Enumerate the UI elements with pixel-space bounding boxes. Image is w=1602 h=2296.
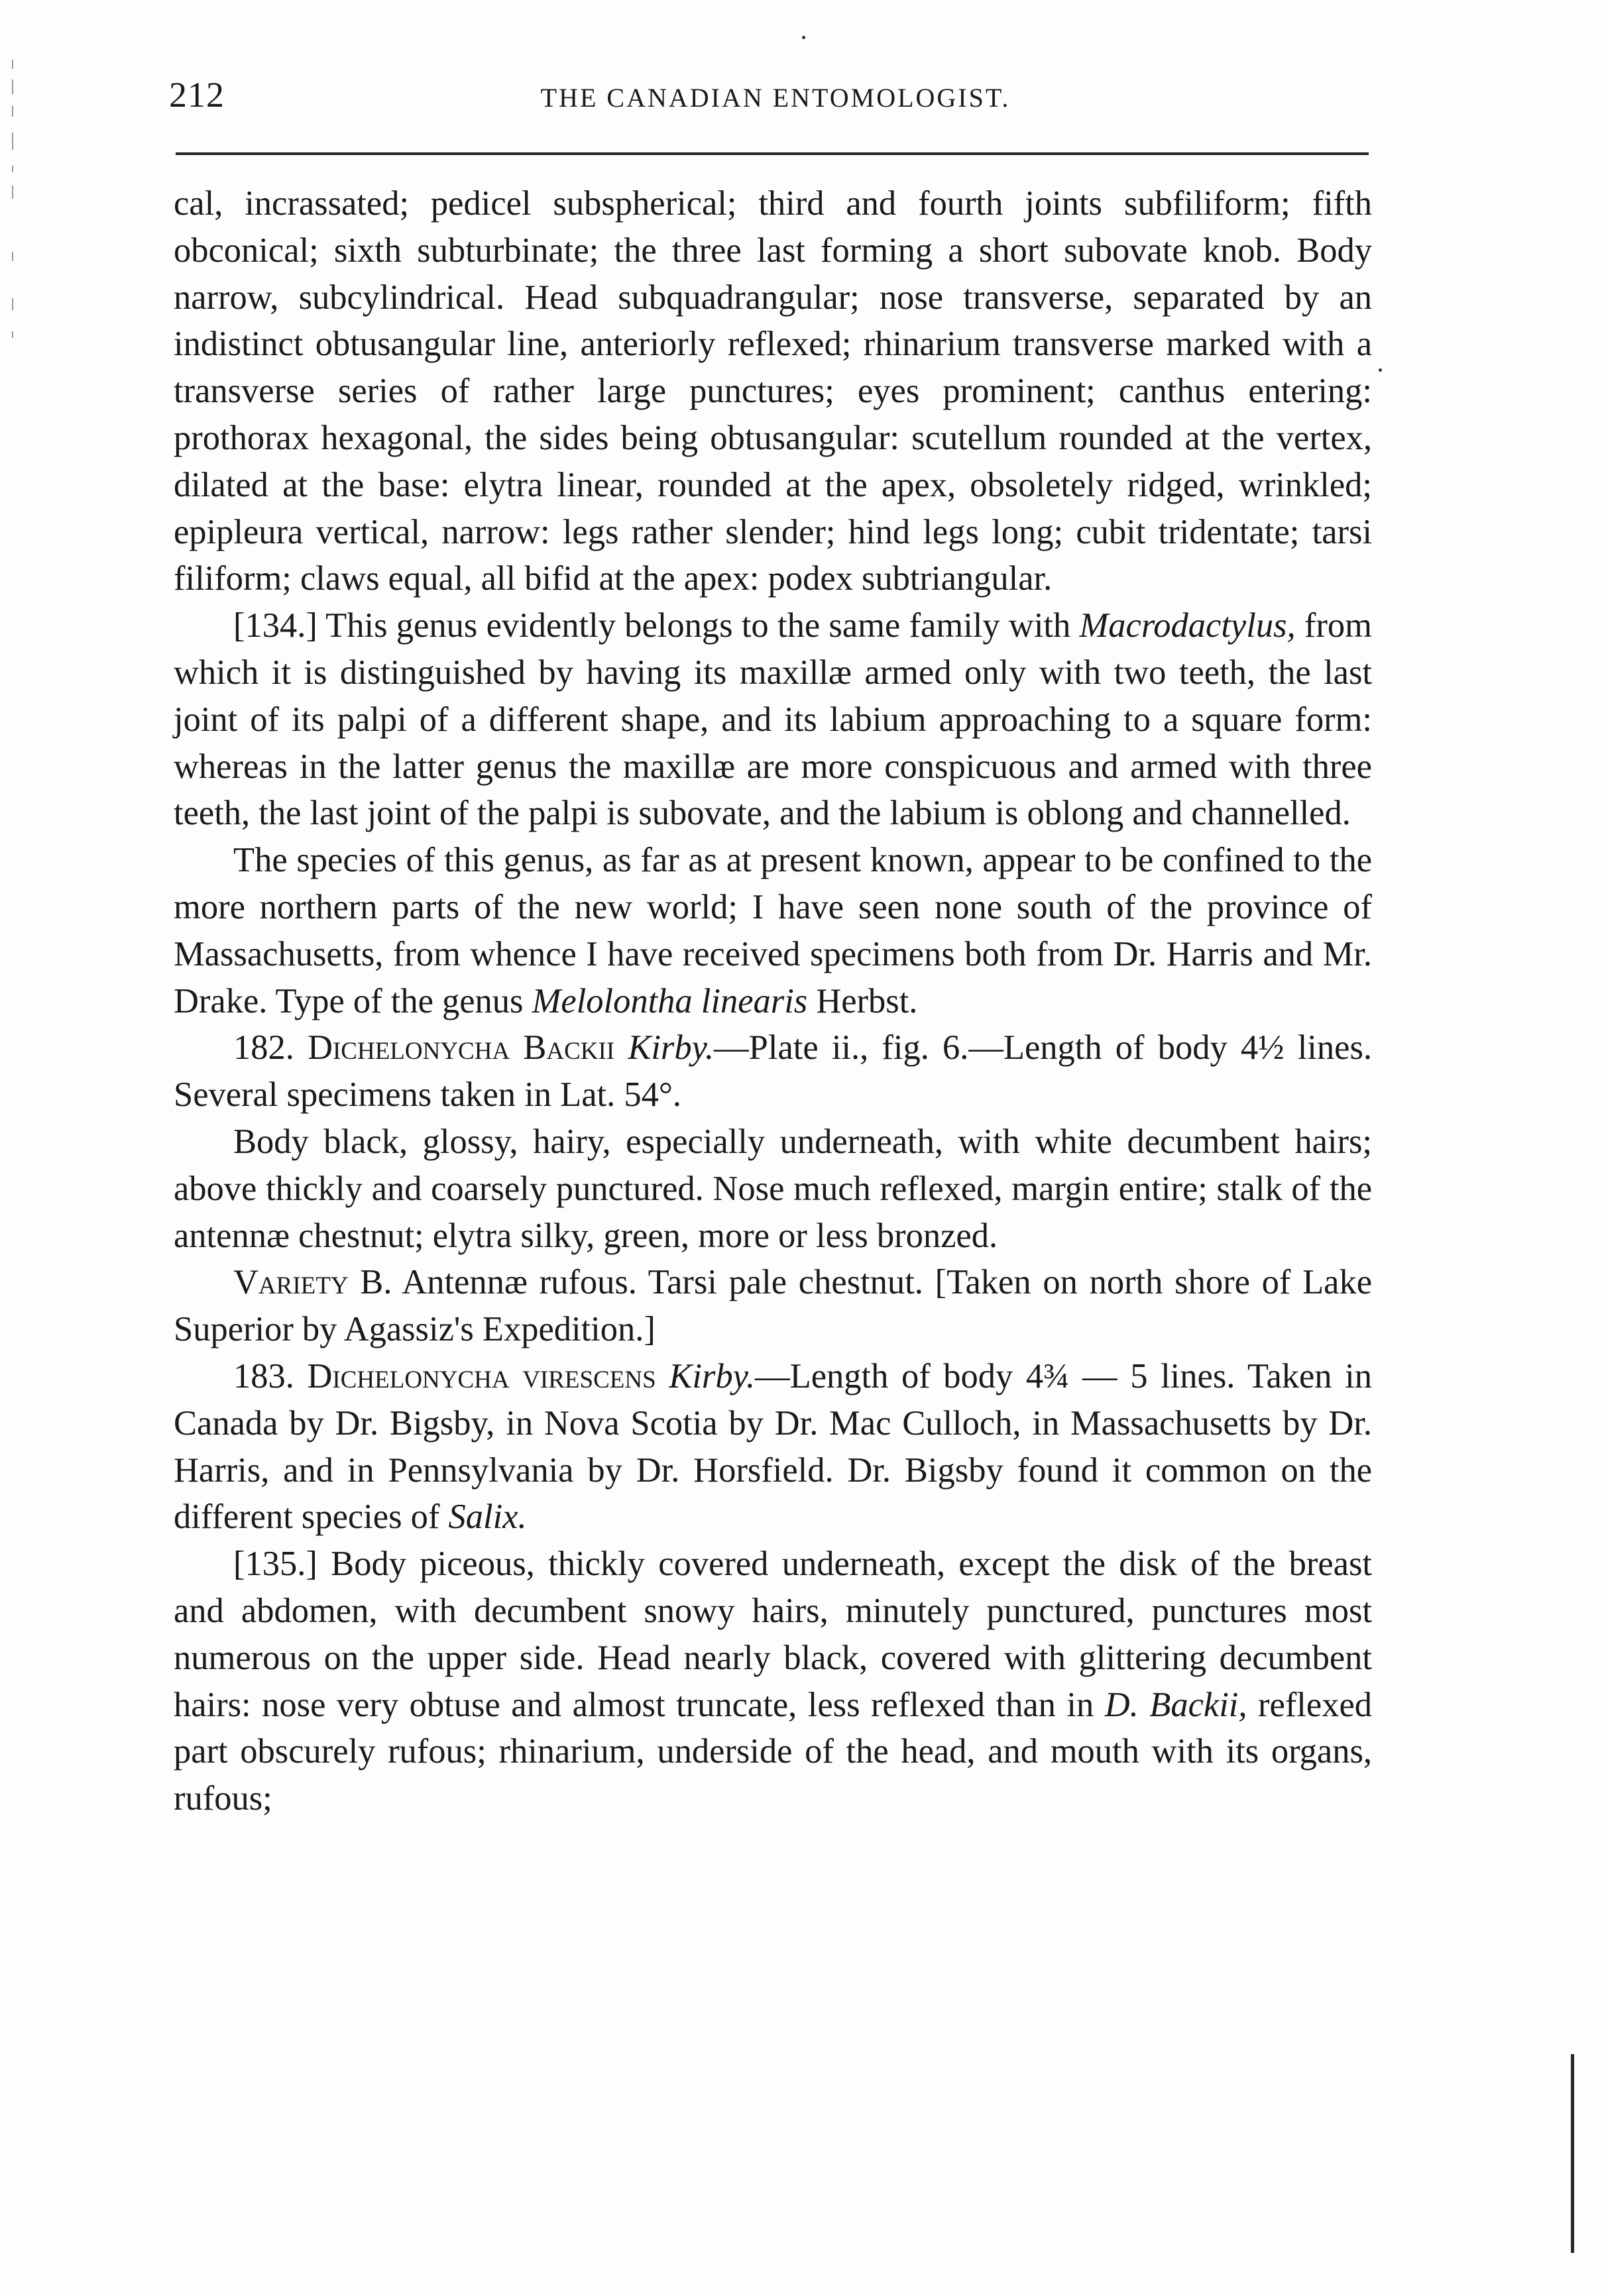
text-run xyxy=(656,1357,669,1395)
left-margin-marks xyxy=(7,60,20,338)
small-caps-text: Dichelonycha Backii xyxy=(308,1028,615,1067)
page-number: 212 xyxy=(169,75,225,115)
text-run: cal, incrassated; pedicel subspherical; third and fourth joints subfiliform; fifth obconical; sixth subturbinate; the three last forming a short subovate knob. Body narrow, subcylindrical. Head subquadrangular; nose transverse, separated by an indistinct obtusangular line, anteriorly reflexed; rhinarium transverse marked with a transverse series of rather large punctures; eyes prominent; canthus entering: prothorax hexagonal, the sides being obtusangular: scutellum rounded at the vertex, dilated at the base: elytra linear, rounded at the apex, obsoletely ridged, wrinkled; epipleura vertical, narrow: legs rather slender; hind legs long; cubit tridentate; tarsi filiform; claws equal, all bifid at the apex: podex subtriangular. xyxy=(174,184,1372,598)
text-run: Antennæ rufous. Tarsi pale chestnut. [Taken on north shore of Lake Superior by Agassiz's Expedition.] xyxy=(174,1263,1373,1349)
paragraph xyxy=(174,180,1372,602)
paragraph xyxy=(174,1353,1372,1541)
italic-text: Kirby. xyxy=(628,1028,715,1067)
header-rule xyxy=(176,152,1369,155)
article-body xyxy=(174,180,1372,1822)
italic-text: Melolontha linearis xyxy=(532,981,808,1020)
right-margin-line xyxy=(1571,2054,1574,2253)
text-run: from which it is distinguished by having its maxillæ armed only with two teeth, the last joint of its palpi of a different shape, and its labium approaching to a square form: whereas in the latter genus the maxillæ are more conspicuous and armed with three teeth, the last joint of the palpi is subovate, and the labium is oblong and channelled. xyxy=(174,606,1372,833)
text-run: Herbst. xyxy=(807,981,918,1020)
text-run: [135.] Body piceous, thickly covered underneath, except the disk of the breast and abdomen, with decumbent snowy hairs, minutely punctured, punctures most numerous on the upper side. Head nearly black, covered with glittering decumbent hairs: nose very obtuse and almost truncate, less reflexed than in xyxy=(174,1545,1372,1724)
small-caps-text: Dichelonycha virescens xyxy=(307,1356,656,1395)
text-run: [134.] This genus evidently belongs to the same family with xyxy=(233,606,1080,645)
italic-text: Macrodactylus, xyxy=(1079,606,1296,645)
paragraph xyxy=(174,1119,1372,1259)
text-run: —Plate ii., fig. 6.—Length of body 4½ lines. Several specimens taken in Lat. 54°. xyxy=(174,1028,1372,1115)
paragraph xyxy=(174,602,1372,837)
small-caps-text: Variety B. xyxy=(233,1263,392,1302)
stray-mark xyxy=(802,36,805,39)
stray-mark xyxy=(1379,368,1382,372)
text-run: Body black, glossy, hairy, especially underneath, with white decumbent hairs; above thickly and coarsely punctured. Nose much reflexed, margin entire; stalk of the antennæ chestnut; elytra silky, green, more or less bronzed. xyxy=(174,1122,1372,1255)
paragraph xyxy=(174,1259,1372,1353)
page-header xyxy=(169,74,1382,127)
text-run: —Length of body 4¾ — 5 lines. Taken in Canada by Dr. Bigsby, in Nova Scotia by Dr. Mac Culloch, in Massachusetts by Dr. Harris, and in Pennsylvania by Dr. Horsfield. Dr. Bigsby found it common on the different species of xyxy=(174,1356,1372,1537)
running-title: THE CANADIAN ENTOMOLOGIST. xyxy=(540,83,1011,113)
paragraph xyxy=(174,1024,1372,1119)
text-run: 183. xyxy=(233,1356,308,1395)
text-run xyxy=(614,1028,628,1067)
text-run: 182. xyxy=(233,1028,308,1067)
paragraph xyxy=(174,1541,1372,1822)
paragraph xyxy=(174,837,1372,1024)
text-run: reflexed part obscurely rufous; rhinarium, underside of the head, and mouth with its organs, rufous; xyxy=(174,1685,1372,1818)
italic-text: Kirby. xyxy=(669,1356,756,1395)
text-run: The species of this genus, as far as at present known, appear to be confined to the more northern parts of the new world; I have seen none south of the province of Massachusetts, from whence I have received specimens both from Dr. Harris and Mr. Drake. Type of the genus xyxy=(174,841,1372,1020)
italic-text: Salix. xyxy=(448,1498,527,1537)
italic-text: D. Backii, xyxy=(1104,1685,1247,1724)
